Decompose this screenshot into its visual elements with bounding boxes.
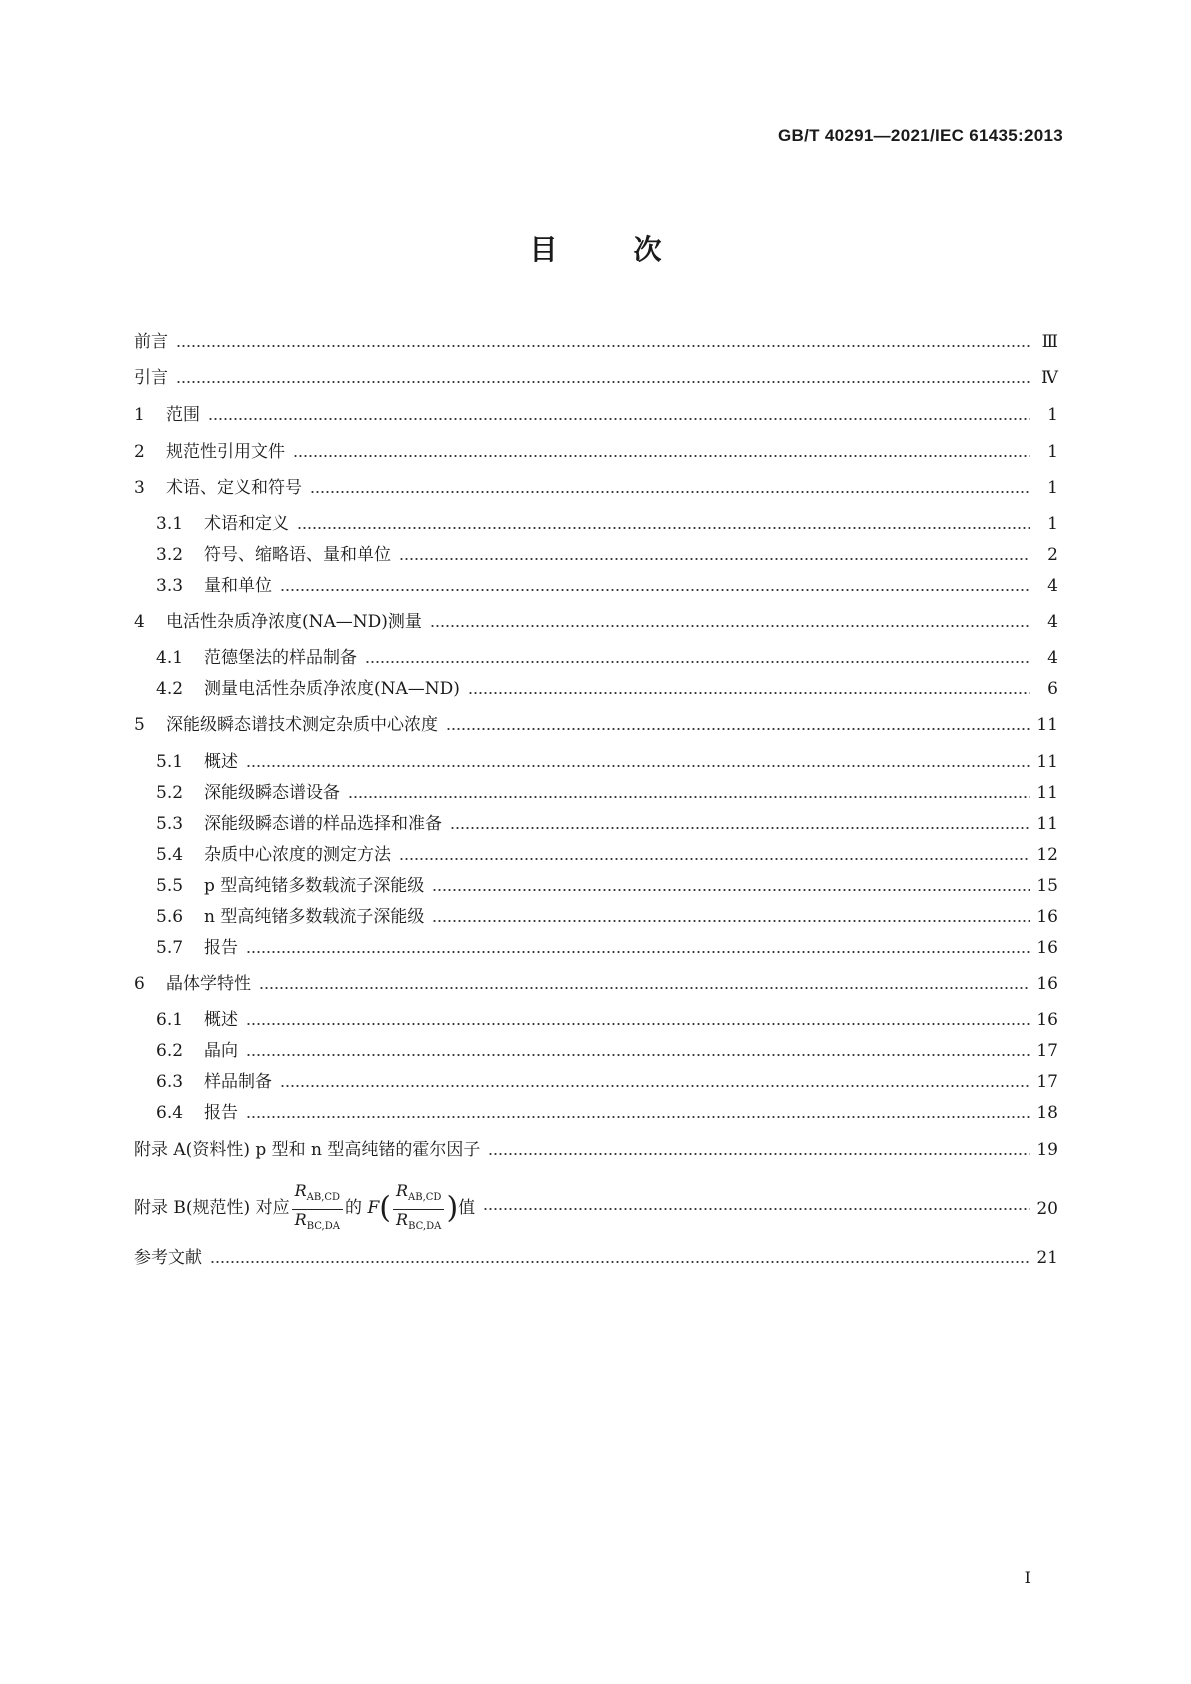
leader-dots <box>297 527 1030 529</box>
entry-number: 5.1 <box>156 752 184 772</box>
leader-dots <box>280 589 1030 591</box>
leader-dots <box>483 1208 1030 1210</box>
entry-page: 16 <box>1036 938 1058 958</box>
entry-label: 参考文献 <box>134 1248 202 1268</box>
entry-page: 2 <box>1047 545 1058 565</box>
entry-label: 符号、缩略语、量和单位 <box>204 545 391 565</box>
subscript-ab-cd: AB,CD <box>408 1192 442 1204</box>
r-symbol: R <box>294 1181 307 1201</box>
entry-number: 5.6 <box>156 907 184 927</box>
leader-dots <box>280 1085 1030 1087</box>
entry-number: 4.1 <box>156 648 184 668</box>
toc-entry-3[interactable] <box>134 476 1058 500</box>
entry-page: 4 <box>1047 576 1058 596</box>
entry-number: 1 <box>134 405 145 425</box>
entry-page: 1 <box>1047 478 1058 498</box>
entry-number: 3.2 <box>156 545 184 565</box>
entry-page: 1 <box>1047 442 1058 462</box>
toc-entry-6[interactable] <box>134 972 1058 996</box>
entry-label: 范围 <box>166 405 200 425</box>
entry-page: 21 <box>1036 1248 1058 1268</box>
entry-number: 5.7 <box>156 938 184 958</box>
toc-entry-bibliography[interactable] <box>134 1246 1058 1270</box>
leader-dots <box>446 728 1030 730</box>
entry-label: 前言 <box>134 332 168 352</box>
leader-dots <box>246 765 1030 767</box>
entry-label: 引言 <box>134 368 168 388</box>
entry-label: 深能级瞬态谱的样品选择和准备 <box>204 814 442 834</box>
toc-entry-annex-a[interactable] <box>134 1138 1058 1162</box>
toc-entry-5-5[interactable] <box>156 874 1058 898</box>
entry-number: 5.2 <box>156 783 184 803</box>
entry-number: 5 <box>134 715 145 735</box>
leader-dots <box>399 558 1030 560</box>
toc-entry-5-1[interactable] <box>156 750 1058 774</box>
entry-page: 1 <box>1047 405 1058 425</box>
toc-entry-annex-b[interactable] <box>134 1181 1058 1233</box>
toc-entry-6-2[interactable] <box>156 1039 1058 1063</box>
toc-entry-5-6[interactable] <box>156 905 1058 929</box>
title-char-1: 目 <box>529 233 558 266</box>
fraction-denominator <box>295 1210 340 1237</box>
entry-label: p 型高纯锗多数载流子深能级 <box>204 876 425 896</box>
toc-entry-5-2[interactable] <box>156 781 1058 805</box>
entry-label: 样品制备 <box>204 1072 272 1092</box>
entry-label: 电活性杂质净浓度(NA—ND)测量 <box>166 612 422 632</box>
fraction-numerator <box>393 1181 444 1209</box>
entry-page: 16 <box>1036 974 1058 994</box>
left-paren-icon: ( <box>379 1191 391 1226</box>
toc-entry-4[interactable] <box>134 610 1058 634</box>
fraction-denominator <box>396 1210 441 1237</box>
entry-label: 报告 <box>204 1103 238 1123</box>
entry-number: 6.2 <box>156 1041 184 1061</box>
toc-entry-3-2[interactable] <box>156 543 1058 567</box>
entry-label: 报告 <box>204 938 238 958</box>
leader-dots <box>432 889 1030 891</box>
leader-dots <box>176 381 1030 383</box>
leader-dots <box>348 796 1030 798</box>
entry-number: 6.4 <box>156 1103 184 1123</box>
leader-dots <box>246 1116 1030 1118</box>
subscript-ab-cd: AB,CD <box>306 1192 341 1204</box>
entry-label: 量和单位 <box>204 576 272 596</box>
leader-dots <box>176 345 1030 347</box>
formula-suffix: 值 <box>458 1198 476 1219</box>
subscript-bc-da: BC,DA <box>306 1220 340 1232</box>
entry-number: 4 <box>134 612 145 632</box>
entry-page: Ⅲ <box>1041 332 1058 352</box>
entry-label: 概述 <box>204 1010 238 1030</box>
entry-page: 6 <box>1047 679 1058 699</box>
entry-page: 11 <box>1036 715 1058 735</box>
r-symbol: R <box>396 1209 409 1229</box>
entry-label: 晶向 <box>204 1041 238 1061</box>
leader-dots <box>488 1153 1030 1155</box>
toc-entry-5-4[interactable] <box>156 843 1058 867</box>
title-char-2: 次 <box>633 233 662 266</box>
entry-number: 5.3 <box>156 814 184 834</box>
toc-entry-3-3[interactable] <box>156 574 1058 598</box>
entry-page: 16 <box>1036 1010 1058 1030</box>
entry-label <box>134 1181 483 1236</box>
leader-dots <box>468 692 1030 694</box>
f-symbol: F <box>367 1198 380 1219</box>
entry-label: 测量电活性杂质净浓度(NA—ND) <box>204 679 460 699</box>
page-number: I <box>1024 1568 1031 1587</box>
leader-dots <box>246 1054 1030 1056</box>
entry-label: 深能级瞬态谱设备 <box>204 783 340 803</box>
formula-fraction-2 <box>393 1181 444 1236</box>
entry-page: 16 <box>1036 907 1058 927</box>
entry-label: 晶体学特性 <box>166 974 251 994</box>
entry-page: 11 <box>1036 752 1058 772</box>
entry-number: 3 <box>134 478 145 498</box>
toc-entry-1[interactable] <box>134 403 1058 427</box>
standard-code: GB/T 40291—2021/IEC 61435:2013 <box>778 126 1063 145</box>
formula-fraction <box>292 1181 343 1236</box>
leader-dots <box>259 987 1030 989</box>
leader-dots <box>246 1023 1030 1025</box>
toc-entry-5-7[interactable] <box>156 936 1058 960</box>
entry-label: 杂质中心浓度的测定方法 <box>204 845 391 865</box>
entry-number: 4.2 <box>156 679 184 699</box>
entry-number: 6 <box>134 974 145 994</box>
entry-number: 5.5 <box>156 876 184 896</box>
r-symbol: R <box>395 1181 409 1201</box>
r-symbol: R <box>294 1209 307 1229</box>
leader-dots <box>293 455 1030 457</box>
leader-dots <box>450 827 1030 829</box>
toc-entry-foreword[interactable] <box>134 330 1058 354</box>
entry-page: 12 <box>1036 845 1058 865</box>
entry-label: 术语和定义 <box>204 514 289 534</box>
toc-entry-4-2[interactable] <box>156 677 1058 701</box>
entry-page: 11 <box>1036 783 1058 803</box>
entry-page: 11 <box>1036 814 1058 834</box>
leader-dots <box>310 491 1030 493</box>
entry-label: 范德堡法的样品制备 <box>204 648 357 668</box>
entry-label: 规范性引用文件 <box>166 442 285 462</box>
toc-entry-4-1[interactable] <box>156 646 1058 670</box>
entry-number: 2 <box>134 442 145 462</box>
leader-dots <box>432 920 1030 922</box>
toc-entry-6-4[interactable] <box>156 1101 1058 1125</box>
entry-page: 20 <box>1036 1199 1058 1219</box>
formula-mid: 的 <box>345 1198 363 1219</box>
entry-number: 6.1 <box>156 1010 184 1030</box>
entry-label: 术语、定义和符号 <box>166 478 302 498</box>
entry-number: 5.4 <box>156 845 184 865</box>
toc-entry-5-3[interactable] <box>156 812 1058 836</box>
toc-entry-5[interactable] <box>134 713 1058 737</box>
toc-entry-6-3[interactable] <box>156 1070 1058 1094</box>
entry-page: 19 <box>1036 1140 1058 1160</box>
formula-prefix: 附录 B(规范性) 对应 <box>134 1198 290 1219</box>
entry-number: 3.3 <box>156 576 184 596</box>
entry-label: 概述 <box>204 752 238 772</box>
leader-dots <box>246 951 1030 953</box>
leader-dots <box>365 661 1030 663</box>
leader-dots <box>208 418 1030 420</box>
entry-label: 深能级瞬态谱技术测定杂质中心浓度 <box>166 715 438 735</box>
fraction-numerator <box>292 1181 343 1209</box>
entry-page: 17 <box>1036 1041 1058 1061</box>
entry-label: 附录 A(资料性) p 型和 n 型高纯锗的霍尔因子 <box>134 1140 481 1160</box>
entry-page: 4 <box>1047 648 1058 668</box>
page-title <box>0 228 1191 268</box>
subscript-bc-da: BC,DA <box>408 1220 442 1232</box>
toc-entry-introduction[interactable] <box>134 366 1058 390</box>
entry-page: 17 <box>1036 1072 1058 1092</box>
entry-page: 18 <box>1036 1103 1058 1123</box>
right-paren-icon: ) <box>446 1191 459 1226</box>
entry-page: 1 <box>1047 514 1058 534</box>
toc-entry-6-1[interactable] <box>156 1008 1058 1032</box>
toc-entry-3-1[interactable] <box>156 512 1058 536</box>
entry-page: 15 <box>1036 876 1058 896</box>
toc-entry-2[interactable] <box>134 440 1058 464</box>
leader-dots <box>210 1261 1030 1263</box>
entry-number: 3.1 <box>156 514 184 534</box>
entry-page: Ⅳ <box>1041 368 1058 388</box>
leader-dots <box>430 625 1030 627</box>
entry-page: 4 <box>1047 612 1058 632</box>
entry-number: 6.3 <box>156 1072 184 1092</box>
leader-dots <box>399 858 1030 860</box>
entry-label: n 型高纯锗多数载流子深能级 <box>204 907 425 927</box>
